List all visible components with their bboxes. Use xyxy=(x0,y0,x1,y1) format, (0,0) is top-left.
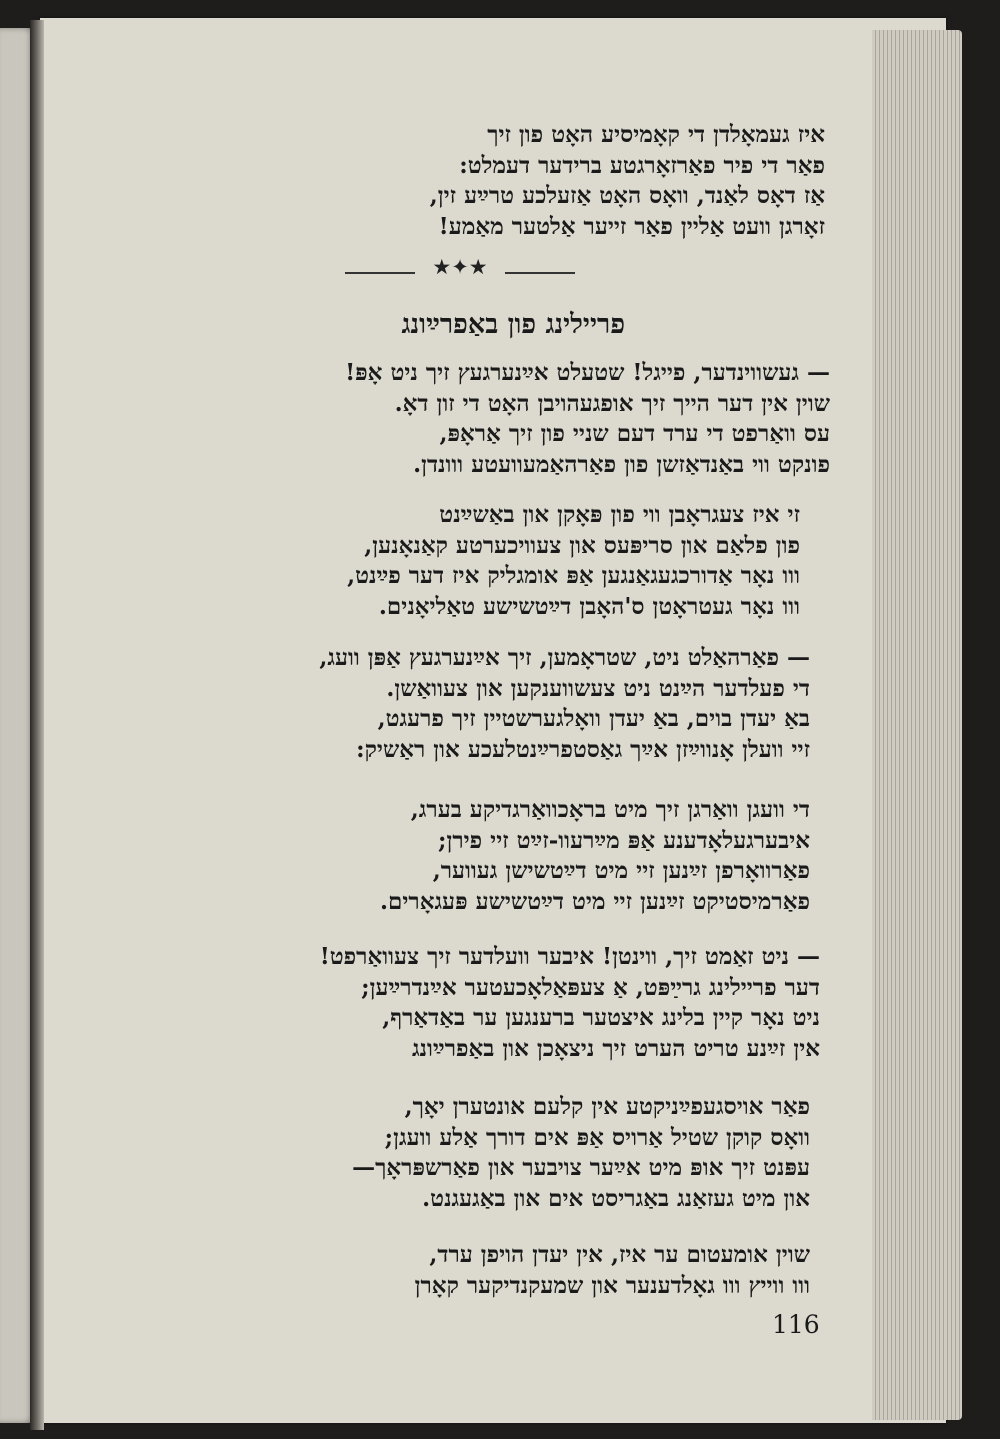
stanza-6 xyxy=(200,1092,810,1214)
stanza-1 xyxy=(190,358,830,480)
poem-title: פריילינג פון באַפרײַונג xyxy=(401,309,625,340)
text-line: זי איז צעגראָבן ווי פון פּאָקן און באַשײַנט xyxy=(439,501,800,528)
text-line: די פעלדער הײַנט ניט צעשווענקען און צעוואַשן. xyxy=(386,674,810,702)
text-line: שוין אין דער הייך זיך אופגעהויבן האָט די זון דאָ. xyxy=(394,389,830,417)
text-line: אין זײַנע טריט הערט זיך ניצאָכן און באַפרײַונג xyxy=(411,1034,820,1062)
stanza-7 xyxy=(200,1240,810,1301)
divider-ornament: ★✦★ xyxy=(432,255,488,279)
page-number: 116 xyxy=(772,1310,820,1339)
text-line: פאַר אויסגעפײַניקטע אין קלעם אונטערן יאָך, xyxy=(404,1093,810,1120)
stanza-4 xyxy=(200,795,810,917)
text-line: זאָרגן וועט אַליין פאַר זייער אַלטער מאַמע! xyxy=(438,212,825,240)
stanza-2 xyxy=(200,500,800,622)
stanza-3 xyxy=(190,643,810,765)
stanza-top xyxy=(225,120,825,242)
text-line: פאַרמיסטיקט זײַנען זיי מיט דײַטשישע פּעגאָרים. xyxy=(380,887,810,915)
text-line: וואָס קוקן שטיל אַרויס אַפּ אים דורך אַלע וועגן; xyxy=(384,1123,810,1151)
text-line: זיי וועלן אָנווײַזן אײַך גאַסטפרײַנטלעכע און ראַשיק: xyxy=(356,735,810,763)
text-line: עפּנט זיך אופּ מיט אײַער צויבער און פאַרשפּראָך— xyxy=(352,1154,810,1181)
stanza-5 xyxy=(180,942,820,1064)
text-line: ניט נאָר קיין בלינג איצטער ברענגען ער באַדאַרף, xyxy=(382,1004,820,1031)
text-line: און מיט געזאַנג באַגריסט אים און באַגעגנט. xyxy=(422,1184,810,1212)
text-line: פאַר די פיר פאַרזאָרגטע ברידער דעמלט: xyxy=(459,151,825,179)
text-line: אַז דאָס לאַנד, וואָס האָט אַזעלכע טרײַע זין, xyxy=(429,182,825,209)
text-line: ווו נאָר געטראָטן ס'האָבן דײַטשישע טאַליאָנים. xyxy=(378,592,800,620)
text-line: — געשווינדער, פייגל! שטעלט אײַנערגעץ זיך ניט אָפּ! xyxy=(345,359,830,386)
facing-page-edge xyxy=(0,28,34,1423)
text-line: פונקט ווי באַנדאַזשן פון פאַרהאַמעוועטע ווונדן. xyxy=(413,450,830,478)
text-line: די וועגן וואַרגן זיך מיט בראָכוואַרגדיקע בערג, xyxy=(410,796,810,823)
text-line: פון פלאַם און סריפּעס און צעוויכערטע קאַנאָנען, xyxy=(364,531,800,559)
text-line: איז געמאָלדן די קאָמיסיע האָט פון זיך xyxy=(487,121,825,148)
text-line: באַ יעדן בוים, באַ יעדן וואָלגערשטיין זיך פרעגט, xyxy=(377,705,810,732)
text-line: ווו נאָר אַדורכגעגאַנגען אַפּ אומגליק איז דער פײַנט, xyxy=(347,562,800,589)
text-line: ווו ווייץ ווו גאָלדענער און שמעקנדיקער קאָרן xyxy=(414,1271,810,1299)
page-stack-edges xyxy=(872,30,962,1420)
text-line: — פאַרהאַלט ניט, שטראָמען, זיך אײַנערגעץ אַפּן וועג, xyxy=(319,644,810,671)
text-line: איבערגעלאָדענע אַפּ מײַרעוו-זײַט זיי פירן; xyxy=(437,826,810,854)
text-line: — ניט זאַמט זיך, ווינטן! איבער וועלדער זיך צעוואַרפט! xyxy=(319,943,820,970)
divider-rule-right xyxy=(505,272,575,274)
text-line: עס וואַרפט די ערד דעם שניי פון זיך אַראָפּ, xyxy=(439,420,830,447)
divider-rule-left xyxy=(345,272,415,274)
book-gutter xyxy=(30,20,44,1430)
text-line: שוין אומעטום ער איז, אין יעדן הויפן ערד, xyxy=(429,1241,810,1268)
text-line: פאַרוואָרפן זײַנען זיי מיט דײַטשישן געווער, xyxy=(432,857,810,884)
section-divider xyxy=(345,257,575,287)
text-line: דער פריילינג גרײַפּט, אַ צעפּאַלאָכעטער אײַנדרײַען; xyxy=(361,973,820,1001)
